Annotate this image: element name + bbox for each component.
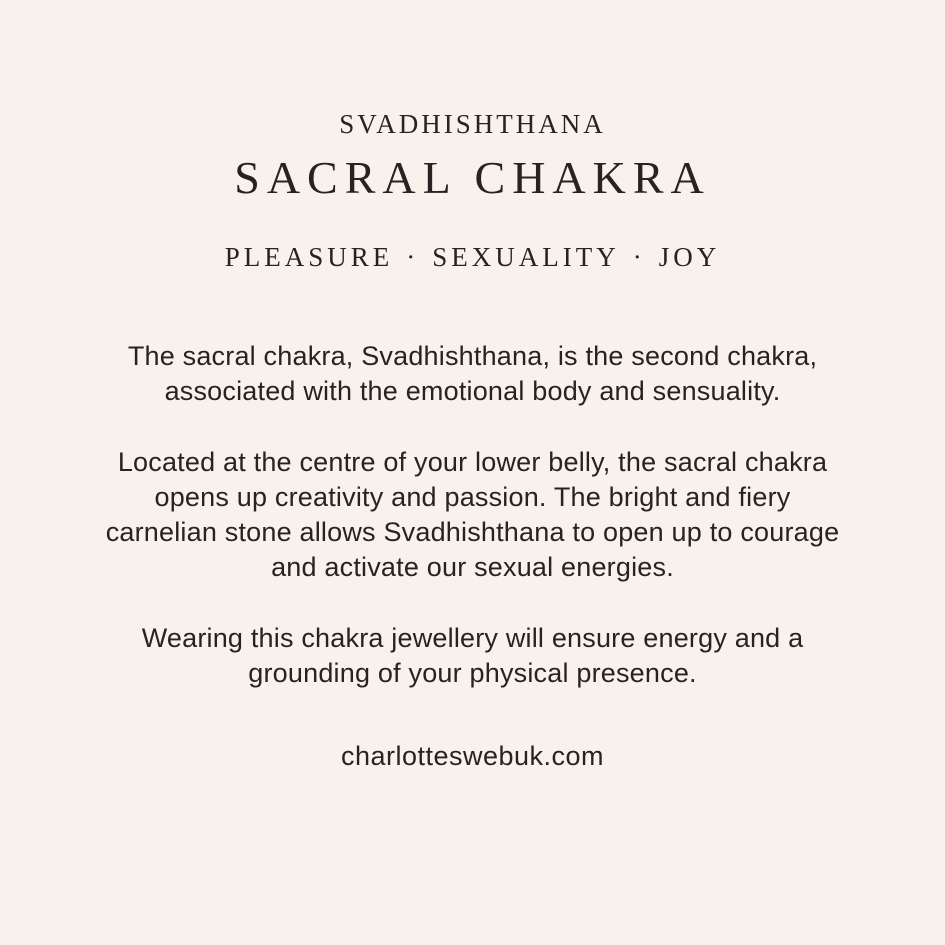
keyword: SEXUALITY <box>432 242 620 273</box>
description-section <box>100 339 845 691</box>
keyword: JOY <box>658 242 721 273</box>
keyword: PLEASURE <box>224 242 394 273</box>
keywords-line <box>0 243 945 273</box>
sanskrit-name-heading: SVADHISHTHANA <box>339 109 606 139</box>
description-paragraph: Located at the centre of your lower belly, the sacral chakra opens up creativity and passion. The bright and fiery carnelian stone allows Svadhishthana to open up to courage and activate our sexual energies. <box>105 446 840 582</box>
website-url: charlotteswebuk.com <box>340 740 605 771</box>
page-title: SACRAL CHAKRA <box>234 151 711 203</box>
description-paragraph: Wearing this chakra jewellery will ensure energy and a grounding of your physical presence. <box>141 622 804 688</box>
keyword-separator: · <box>632 242 646 273</box>
keyword-separator: · <box>406 242 420 273</box>
description-paragraph: The sacral chakra, Svadhishthana, is the second chakra, associated with the emotional body and sensuality. <box>127 340 818 406</box>
